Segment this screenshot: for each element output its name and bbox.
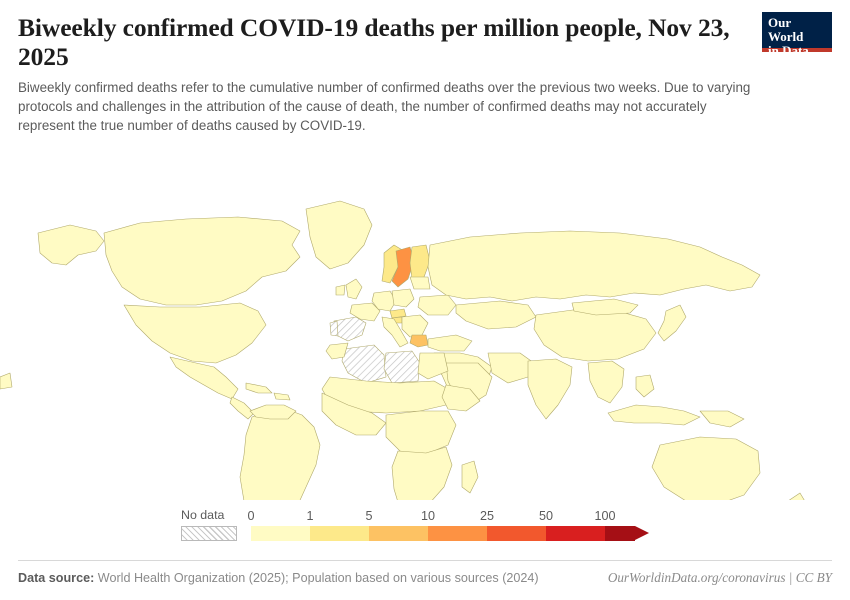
region-map-edge-sliver[interactable] [0,373,12,389]
region-united-states[interactable] [124,303,266,363]
region-philippines[interactable] [636,375,654,397]
region-southeast-asia[interactable] [588,361,624,403]
region-japan[interactable] [658,305,686,341]
region-greece[interactable] [410,335,428,347]
legend-swatch-4[interactable] [487,526,546,541]
legend-tick-0: 0 [247,509,255,523]
legend-scale[interactable] [247,509,649,541]
legend-arrow-icon [635,526,649,540]
chart-footer [18,560,832,586]
data-source-text: World Health Organization (2025); Population based on various sources (2024) [97,571,539,585]
legend-tick-1: 1 [306,509,314,523]
region-turkey[interactable] [428,335,472,351]
footer-credit[interactable]: OurWorldinData.org/coronavirus | CC BY [607,570,832,585]
region-new-zealand[interactable] [788,493,806,500]
region-new-guinea[interactable] [700,411,744,427]
legend-tick-labels [247,509,649,526]
region-southern-africa[interactable] [392,447,452,500]
region-china[interactable] [534,309,656,361]
region-greenland[interactable] [306,201,372,269]
data-source [18,571,539,585]
region-south-america[interactable] [240,409,320,500]
region-mongolia[interactable] [572,299,638,315]
region-ukraine[interactable] [418,295,456,315]
region-australia[interactable] [652,437,760,500]
legend-tick-2: 5 [365,509,373,523]
region-venezuela-colombia[interactable] [250,405,296,419]
region-hispaniola[interactable] [274,393,290,400]
region-indonesia[interactable] [608,405,700,425]
region-russia[interactable] [428,231,760,301]
legend-swatch-6[interactable] [605,526,635,541]
legend-swatch-2[interactable] [369,526,428,541]
legend-swatch-1[interactable] [310,526,369,541]
region-libya[interactable] [384,351,420,383]
legend-tick-4: 25 [479,509,495,523]
owid-logo-line1: Our World [768,15,804,45]
region-finland[interactable] [410,245,430,279]
region-iran[interactable] [488,353,534,383]
map-legend [0,508,850,554]
legend-swatch-3[interactable] [428,526,487,541]
region-madagascar[interactable] [462,461,478,493]
legend-no-data[interactable] [181,508,239,541]
legend-tick-3: 10 [420,509,436,523]
owid-logo[interactable] [762,12,832,59]
legend-tick-6: 100 [594,509,616,523]
region-baltics[interactable] [410,277,430,289]
owid-logo-line2: in Data [768,43,809,59]
region-poland[interactable] [392,289,414,307]
region-cuba[interactable] [246,383,272,393]
region-algeria[interactable] [342,345,386,383]
region-central-asia[interactable] [456,301,536,329]
data-source-label: Data source: [18,571,95,585]
legend-swatch-5[interactable] [546,526,605,541]
region-united-kingdom[interactable] [346,279,362,299]
legend-color-bar[interactable] [251,526,649,541]
legend-swatch-0[interactable] [251,526,310,541]
region-ireland[interactable] [336,285,345,295]
world-map[interactable] [0,105,850,500]
page-title: Biweekly confirmed COVID-19 deaths per million people, Nov 23, 2025 [18,13,730,71]
region-canada[interactable] [104,217,300,305]
legend-no-data-swatch [181,526,237,541]
region-mexico[interactable] [170,357,238,399]
region-spain[interactable] [334,317,366,341]
region-portugal[interactable] [330,321,338,336]
region-central-america[interactable] [230,397,254,419]
legend-tick-5: 50 [538,509,554,523]
chart-subtitle: Biweekly confirmed deaths refer to the cumulative number of confirmed deaths over the previous two weeks. Due to varying protocols and challenges in the attribution of the cause of death, the number of confirmed deaths may not accurately represent the true number of deaths caused by COVID-19. [18,80,751,134]
region-india[interactable] [528,359,572,419]
legend-no-data-label: No data [181,508,225,522]
region-alaska[interactable] [38,225,104,265]
region-balkans[interactable] [402,315,428,337]
